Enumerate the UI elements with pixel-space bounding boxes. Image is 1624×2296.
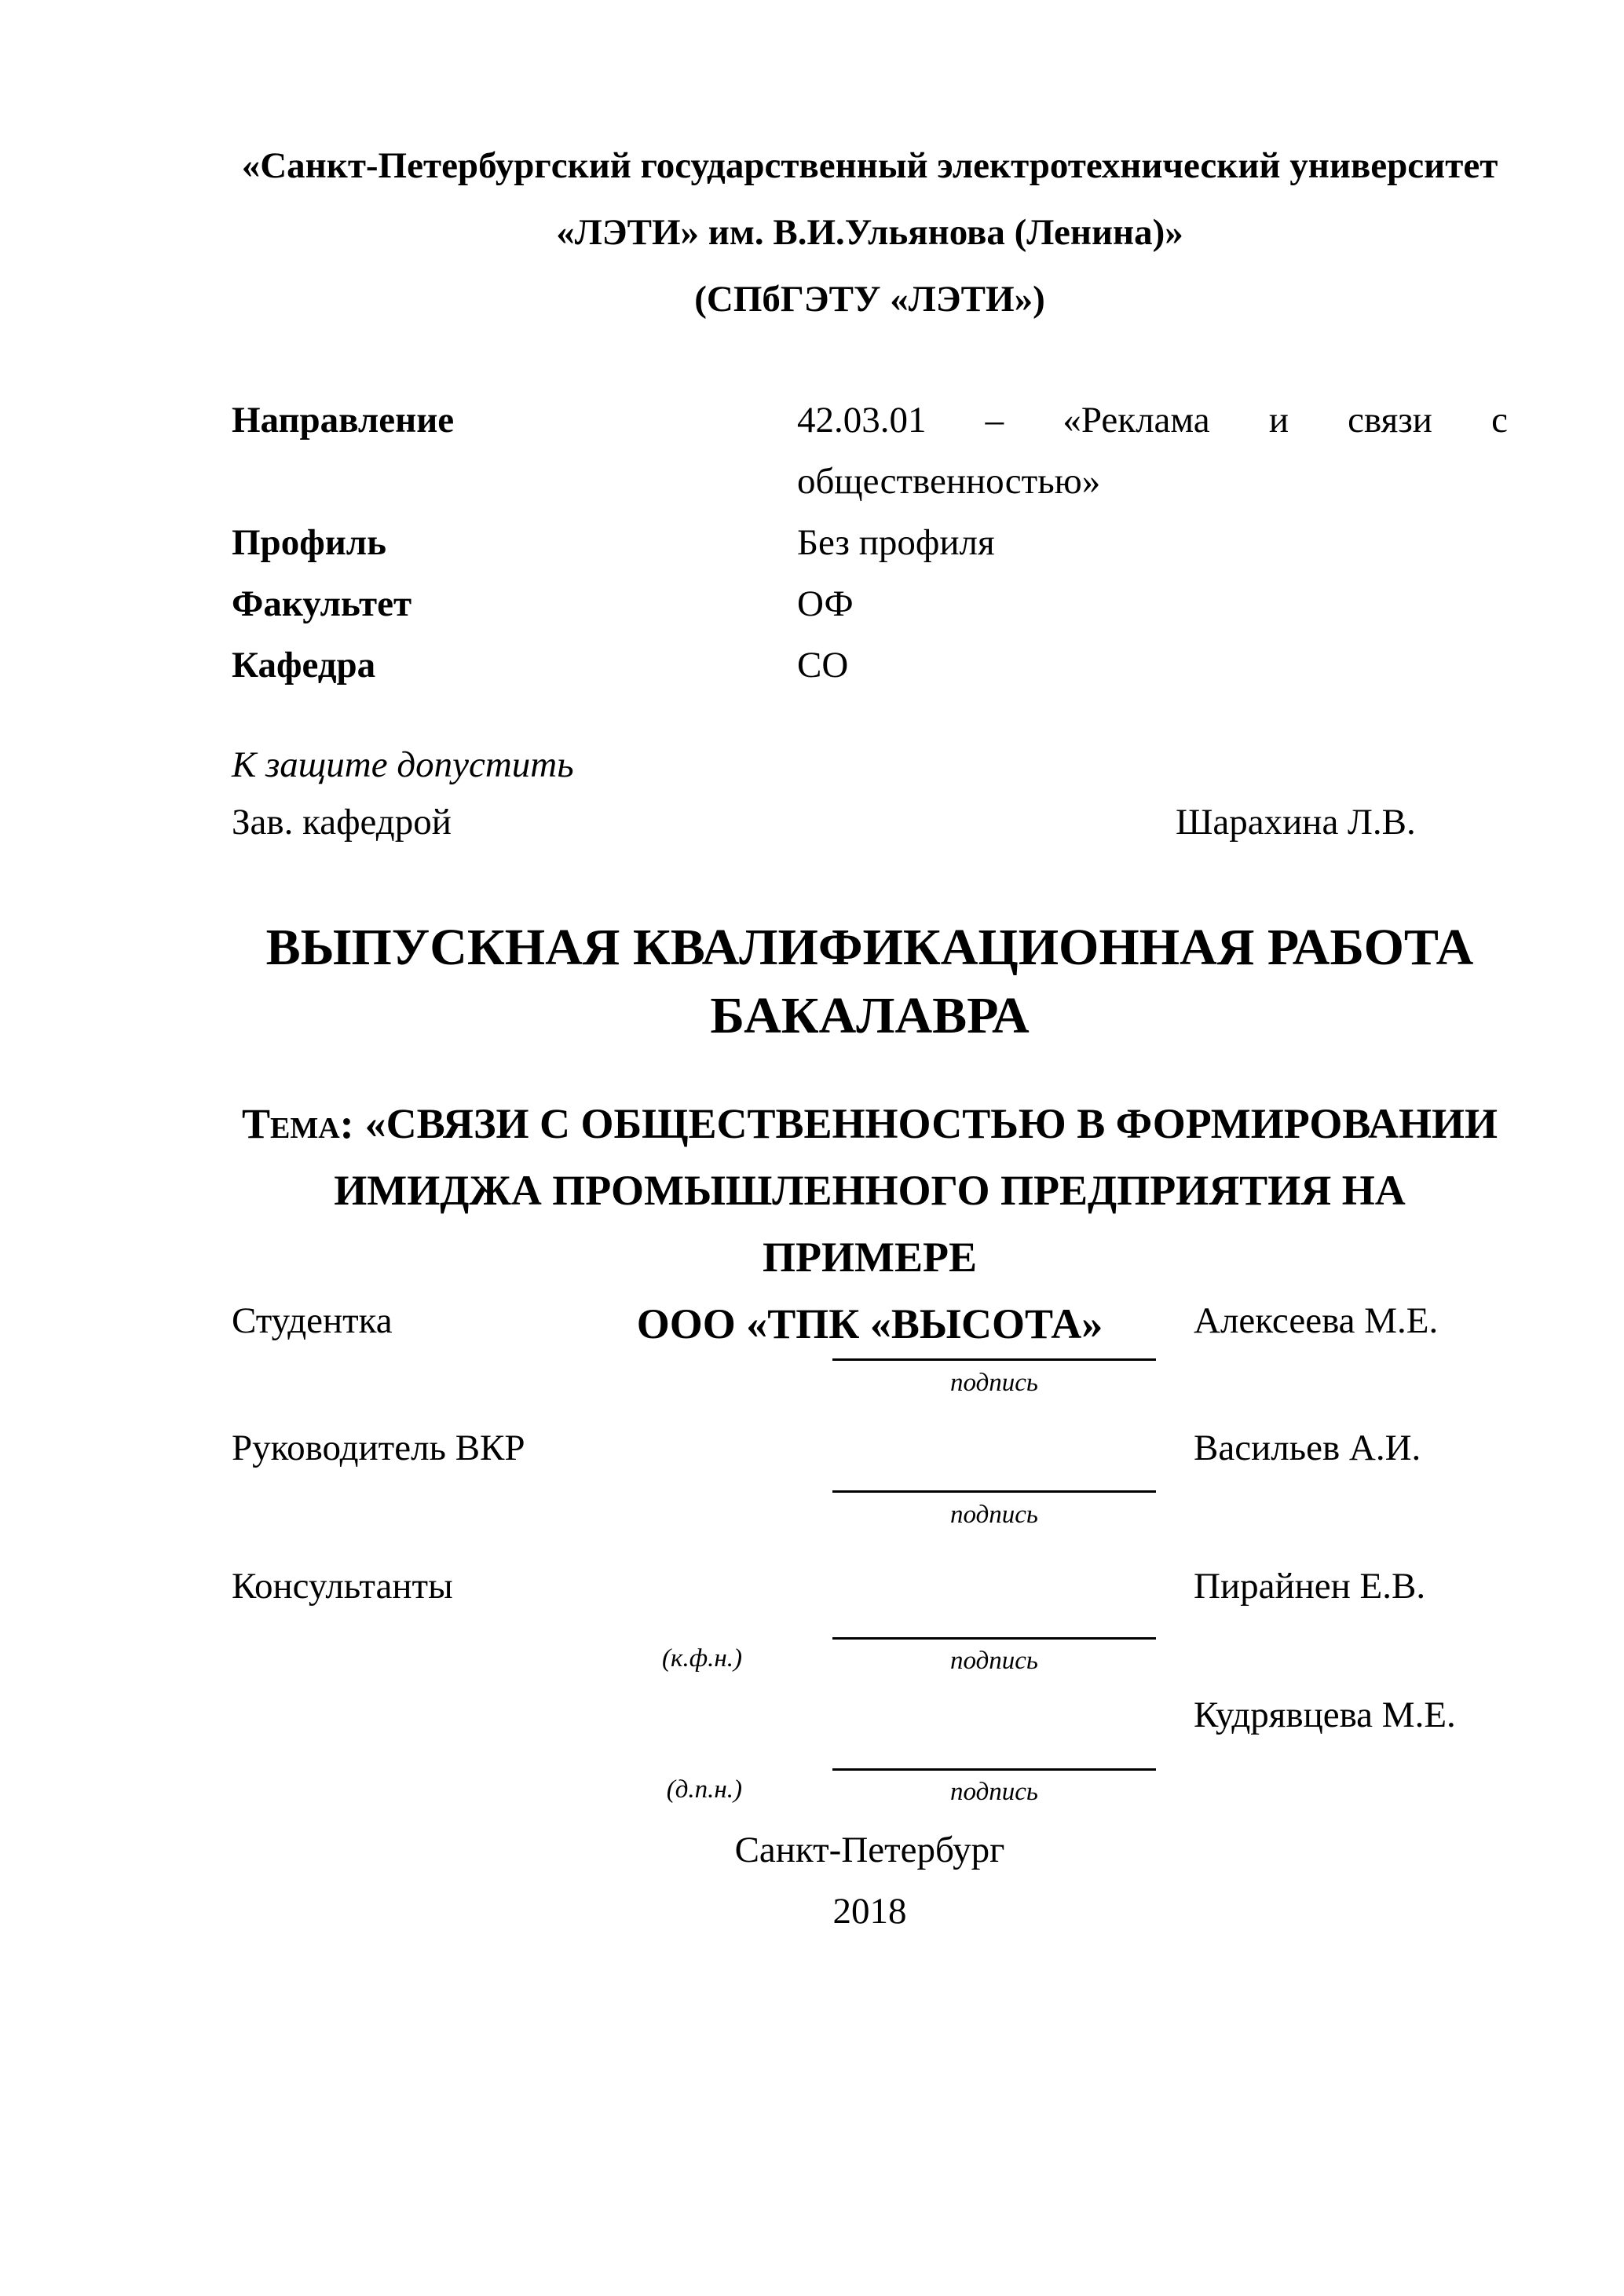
consultant2-degree: (д.п.н.) bbox=[666, 1775, 742, 1804]
field-label-direction: Направление bbox=[232, 400, 455, 441]
signature-name-consultant2: Кудрявцева М.Е. bbox=[1194, 1695, 1456, 1735]
field-row-direction bbox=[232, 389, 1508, 512]
admission-note: К защите допустить bbox=[232, 744, 574, 785]
signature-caption-supervisor: подпись bbox=[950, 1501, 1038, 1529]
department-head-name: Шарахина Л.В. bbox=[1176, 802, 1416, 843]
signature-line-student bbox=[832, 1358, 1156, 1361]
signature-line-consultant2 bbox=[832, 1768, 1156, 1771]
signature-line-consultant1 bbox=[832, 1637, 1156, 1640]
field-label-profile: Профиль bbox=[232, 522, 387, 563]
work-title-line2: БАКАЛАВРА bbox=[710, 987, 1030, 1044]
signature-name-supervisor: Васильев А.И. bbox=[1194, 1428, 1421, 1468]
consultant1-degree: (к.ф.н.) bbox=[662, 1644, 742, 1673]
theme-label: Тема: bbox=[241, 1100, 354, 1147]
theme-line3: ООО «ТПК «ВЫСОТА» bbox=[636, 1300, 1103, 1347]
work-title bbox=[232, 913, 1508, 1050]
signature-caption-consultant2: подпись bbox=[950, 1778, 1038, 1806]
field-row-department bbox=[232, 634, 1508, 696]
signature-caption-consultant1: подпись bbox=[950, 1647, 1038, 1675]
signature-name-consultant1: Пирайнен Е.В. bbox=[1194, 1566, 1426, 1607]
theme-line1 bbox=[232, 1091, 1508, 1157]
field-value-department: СО bbox=[797, 645, 849, 686]
field-label-faculty: Факультет bbox=[232, 583, 412, 624]
university-name-line1: «Санкт-Петербургский государственный электротехнический университет bbox=[241, 145, 1498, 186]
field-row-profile bbox=[232, 512, 1508, 573]
field-value-direction: 42.03.01 – «Реклама и связи с общественностью» bbox=[797, 400, 1508, 502]
theme-line1-text: «СВЯЗИ С ОБЩЕСТВЕННОСТЬЮ В ФОРМИРОВАНИИ bbox=[364, 1100, 1498, 1147]
university-name-line2: «ЛЭТИ» им. В.И.Ульянова (Ленина)» bbox=[556, 212, 1183, 253]
work-title-line1: ВЫПУСКНАЯ КВАЛИФИКАЦИОННАЯ РАБОТА bbox=[265, 919, 1474, 976]
field-label-department: Кафедра bbox=[232, 645, 376, 686]
signature-caption-student: подпись bbox=[950, 1369, 1038, 1397]
field-value-profile: Без профиля bbox=[797, 522, 995, 563]
program-fields bbox=[232, 389, 1508, 696]
theme-line2: ИМИДЖА ПРОМЫШЛЕННОГО ПРЕДПРИЯТИЯ НА ПРИМЕРЕ bbox=[334, 1167, 1406, 1281]
field-value-faculty: ОФ bbox=[797, 583, 854, 624]
field-row-faculty bbox=[232, 573, 1508, 634]
footer-city: Санкт-Петербург bbox=[734, 1830, 1005, 1870]
department-head-label: Зав. кафедрой bbox=[232, 802, 452, 843]
university-abbreviation: (СПбГЭТУ «ЛЭТИ») bbox=[694, 279, 1045, 320]
signature-line-supervisor bbox=[832, 1490, 1156, 1493]
signature-role-supervisor: Руководитель ВКР bbox=[232, 1428, 525, 1468]
signature-role-consultants: Консультанты bbox=[232, 1566, 453, 1607]
signature-name-student: Алексеева М.Е. bbox=[1194, 1300, 1439, 1341]
university-header bbox=[232, 133, 1508, 333]
footer-year: 2018 bbox=[832, 1891, 907, 1932]
signature-role-student: Студентка bbox=[232, 1300, 393, 1341]
